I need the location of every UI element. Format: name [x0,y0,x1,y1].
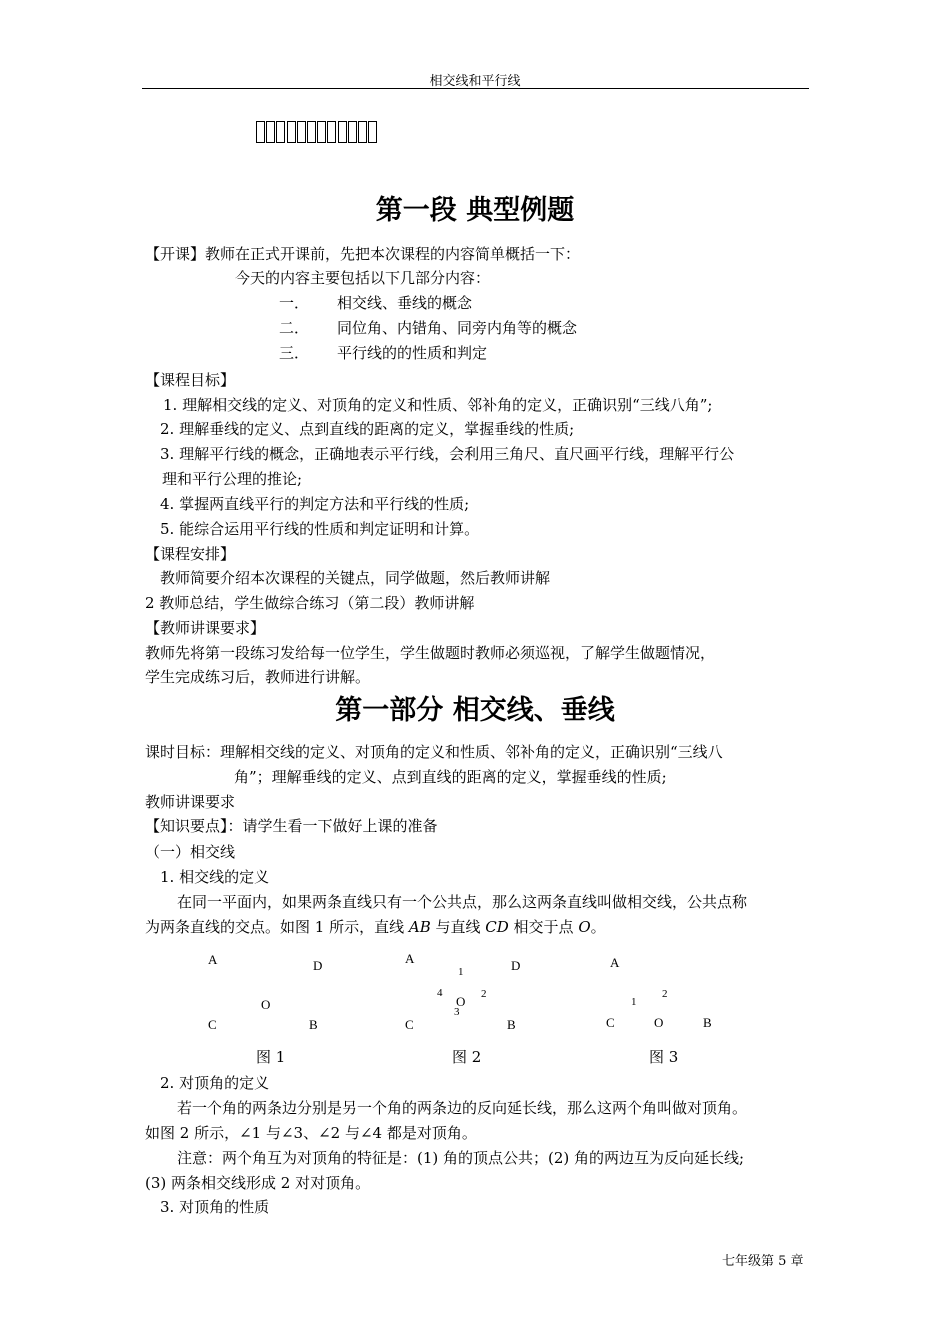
lesson-teacher-req: 教师讲课要求 [145,793,236,811]
fig2-angle-2: 2 [481,988,487,1000]
fig3-label-c: C [606,1015,615,1030]
fig2-label-b: B [507,1017,516,1032]
note-line-1: 注意：两个角互为对顶角的特征是：(1) 角的顶点公共；(2) 角的两边互为反向延长线; [177,1149,745,1167]
subsection-intersecting-lines: （一）相交线 [145,843,236,861]
goal-line-5: 5. 能综合运用平行线的性质和判定证明和计算。 [160,520,480,538]
outline-text-3: 平行线的的性质和判定 [337,344,488,362]
def2-body-line-1: 若一个角的两条边分别是另一个角的两条边的反向延长线，那么这两个角叫做对顶角。 [177,1099,748,1117]
fig2-label-d: D [511,958,521,973]
lesson-goal-line-1: 课时目标：理解相交线的定义、对顶角的定义和性质、邻补角的定义，正确识别“三线八 [145,743,723,761]
fig2-angle-3: 3 [454,1006,460,1018]
goal-line-3b: 理和平行公理的推论; [162,470,303,488]
arrangement-heading: 【课程安排】 [145,545,236,563]
def1-body-line-2: 为两条直线的交点。如图 1 所示，直线 AB 与直线 CD 相交于点 O。 [145,918,606,936]
outline-text-1: 相交线、垂线的概念 [337,294,473,312]
missing-glyph-boxes [256,121,378,143]
fig3-caption: 图 3 [649,1048,679,1066]
def1-title: 1. 相交线的定义 [160,868,270,886]
teacher-req-line-2: 学生完成练习后，教师进行讲解。 [145,668,371,686]
def2-title: 2. 对顶角的定义 [160,1074,270,1092]
fig3-angle-1: 1 [631,996,637,1008]
fig1-label-a: A [208,952,218,967]
outline-num-2: 二． [279,319,310,337]
kaike-line: 【开课】教师在正式开课前，先把本次课程的内容简单概括一下： [145,245,581,263]
fig1-label-d: D [313,958,323,973]
lesson-goal-line-2: 角”；理解垂线的定义、点到直线的距离的定义，掌握垂线的性质; [234,768,667,786]
part-title: 第一部分 相交线、垂线 [335,695,615,726]
outline-num-1: 一． [279,294,310,312]
def3-title: 3. 对顶角的性质 [160,1198,270,1216]
today-line: 今天的内容主要包括以下几部分内容： [235,269,491,287]
fig1-label-o: O [261,997,271,1012]
running-header: 相交线和平行线 [429,74,521,89]
fig2-label-o: O [456,994,466,1009]
teacher-req-heading: 【教师讲课要求】 [145,619,266,637]
fig2-label-c: C [405,1017,414,1032]
fig1-caption: 图 1 [256,1048,286,1066]
fig3-angle-2: 2 [662,988,668,1000]
fig3-label-b: B [703,1015,712,1030]
arrangement-line-2: 2 教师总结，学生做综合练习（第二段）教师讲解 [145,594,475,612]
teacher-req-line-1: 教师先将第一段练习发给每一位学生，学生做题时教师必须巡视，了解学生做题情况， [145,644,716,662]
goal-line-4: 4. 掌握两直线平行的判定方法和平行线的性质; [160,495,470,513]
arrangement-line-1: 教师简要介绍本次课程的关键点，同学做题，然后教师讲解 [160,569,551,587]
fig1-label-c: C [208,1017,217,1032]
fig2-label-a: A [405,951,415,966]
header-rule [142,88,809,89]
page-footer: 七年级第 5 章 [722,1254,804,1269]
goal-line-2: 2. 理解垂线的定义、点到直线的距离的定义，掌握垂线的性质; [160,420,575,438]
goal-line-1: 1. 理解相交线的定义、对顶角的定义和性质、邻补角的定义，正确识别“三线八角”; [163,396,713,414]
goal-line-3: 3. 理解平行线的概念，正确地表示平行线，会利用三角尺、直尺画平行线，理解平行公 [160,445,735,463]
goals-heading: 【课程目标】 [145,371,236,389]
fig2-angle-4: 4 [437,987,443,999]
fig2-caption: 图 2 [452,1048,482,1066]
fig3-label-a: A [610,955,620,970]
outline-num-3: 三． [279,344,310,362]
def2-body-line-2: 如图 2 所示，∠1 与∠3、∠2 与∠4 都是对顶角。 [145,1124,477,1142]
fig1-label-b: B [309,1017,318,1032]
knowledge-points: 【知识要点】：请学生看一下做好上课的准备 [145,817,438,835]
def1-body-line-1: 在同一平面内，如果两条直线只有一个公共点，那么这两条直线叫做相交线，公共点称 [177,893,748,911]
fig2-angle-1: 1 [458,966,464,978]
section-title: 第一段 典型例题 [375,195,575,226]
fig3-label-o: O [654,1015,664,1030]
outline-text-2: 同位角、内错角、同旁内角等的概念 [337,319,578,337]
note-line-2: (3) 两条相交线形成 2 对对顶角。 [145,1174,371,1192]
